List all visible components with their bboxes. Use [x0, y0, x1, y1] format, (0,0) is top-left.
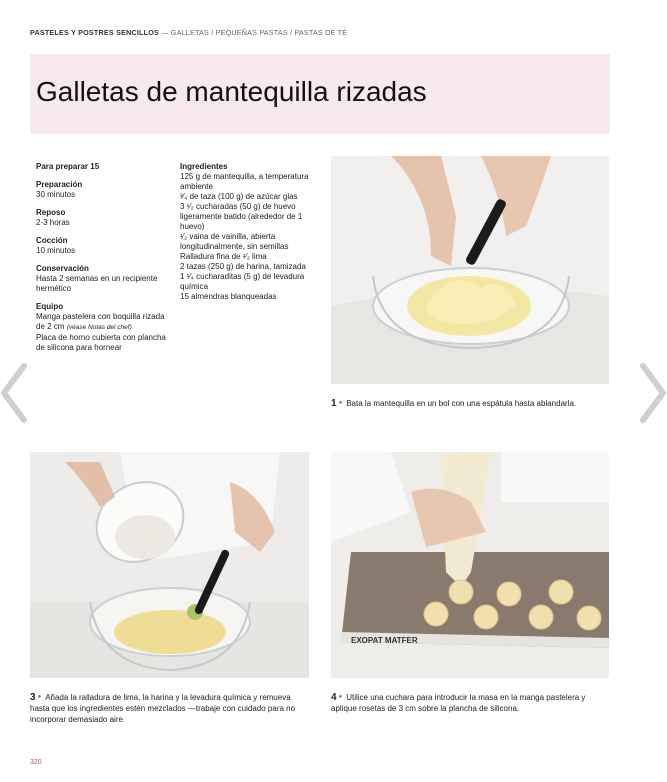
cook-value: 10 minutos	[36, 246, 76, 255]
step-3-photo	[30, 452, 309, 678]
ingredient-item: 125 g de mantequilla, a temperatura ambiente	[180, 172, 309, 191]
step-text: Bata la mantequilla en un bol con una espátula hasta ablandarla.	[346, 399, 577, 408]
bullet-icon: ●	[37, 694, 42, 700]
bullet-icon: ●	[338, 694, 343, 700]
equip-item: Manga pastelera con boquilla rizada de 2 cm	[36, 312, 165, 331]
bullet-icon: ●	[338, 400, 343, 406]
prev-page-button[interactable]	[0, 362, 30, 424]
step-3	[30, 692, 312, 725]
prep-value: 30 minutos	[36, 190, 76, 199]
keep-label: Conservación	[36, 264, 89, 273]
ingredient-item: 1 ¹⁄₄ cucharaditas (5 g) de levadura química	[180, 272, 305, 291]
step-4	[331, 692, 609, 714]
step-1-illustration	[331, 156, 609, 384]
step-number: 3	[30, 692, 36, 703]
step-1-photo	[331, 156, 609, 384]
chevron-right-icon	[637, 362, 667, 424]
prep-block	[36, 180, 171, 200]
ingredient-item: Ralladura fina de ¹⁄₂ lima	[180, 252, 267, 261]
cook-label: Cocción	[36, 236, 68, 245]
mat-brand: EXOPAT MATFER	[351, 636, 418, 645]
ingredient-item: 15 almendras blanqueadas	[180, 292, 277, 301]
step-3-illustration	[30, 452, 309, 678]
ingredient-item: 2 tazas (250 g) de harina, tamizada	[180, 262, 306, 271]
step-text: Utilice una cuchara para introducir la masa en la manga pastelera y aplique rosetas de 3 cm sobre la plancha de silicona.	[331, 693, 586, 713]
next-page-button[interactable]	[637, 362, 667, 424]
prep-label: Preparación	[36, 180, 83, 189]
equip-label: Equipo	[36, 302, 64, 311]
ingredients-label: Ingredientes	[180, 162, 228, 171]
step-1	[331, 398, 609, 409]
ingredients	[180, 162, 315, 302]
step-text: Añada la ralladura de lima, la harina y la levadura química y remueva hasta que los ingredientes estén mezclados —trabaje con cuidado para no incorporar demasiado aire.	[30, 693, 296, 724]
keep-value: Hasta 2 semanas en un recipiente hermético	[36, 274, 158, 293]
equip-block	[36, 302, 171, 353]
page-number: 320	[30, 759, 42, 766]
equip-note: (véase Notas del chef)	[66, 324, 132, 331]
step-4-illustration	[331, 452, 609, 678]
rest-block	[36, 208, 171, 228]
step-number: 1	[331, 398, 337, 409]
ingredient-item: 3 ¹⁄₂ cucharadas (50 g) de huevo ligeramente batido (alrededor de 1 huevo)	[180, 202, 303, 231]
breadcrumb-path: — GALLETAS / PEQUEÑAS PASTAS / PASTAS DE TÉ	[159, 28, 348, 37]
page-title: Galletas de mantequilla rizadas	[36, 76, 427, 107]
step-number: 4	[331, 692, 337, 703]
equip-item: Placa de horno cubierta con plancha de silicona para hornear	[36, 333, 166, 352]
step-4-photo	[331, 452, 609, 678]
rest-value: 2-3 horas	[36, 218, 70, 227]
ingredient-item: ¹⁄₂ vaina de vainilla, abierta longitudinalmente, sin semillas	[180, 232, 289, 251]
rest-label: Reposo	[36, 208, 66, 217]
yield: Para preparar 15	[36, 162, 100, 171]
chevron-left-icon	[0, 362, 30, 424]
keep-block	[36, 264, 171, 294]
breadcrumb	[30, 28, 347, 37]
recipe-info	[36, 162, 171, 361]
breadcrumb-section: PASTELES Y POSTRES SENCILLOS	[30, 28, 160, 37]
cook-block	[36, 236, 171, 256]
ingredient-item: ³⁄₄ de taza (100 g) de azúcar glas	[180, 192, 298, 201]
